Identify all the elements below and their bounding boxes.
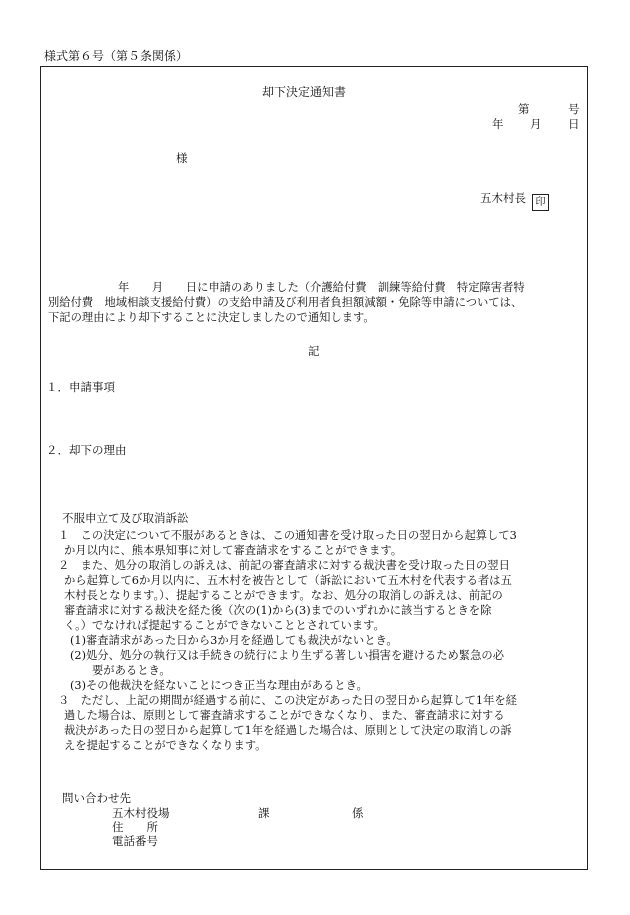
date-hi: 日 xyxy=(568,117,580,131)
appeal-item-3-line-3: 裁決があった日の翌日から起算して1年を経過した場合は、原則として決定の取消しの訴 xyxy=(64,724,512,737)
seal-mark: 印 xyxy=(532,194,549,211)
ki-marker: 記 xyxy=(308,344,320,358)
appeal-item-3-line-2: 過した場合は、原則として審査請求することができなくなり、また、審査請求に対する xyxy=(64,709,505,722)
appeal-item-3-line-1: ３ ただし、上記の期間が経過する前に、この決定があった日の翌日から起算して1年を経 xyxy=(58,694,517,707)
contact-phone-label: 電話番号 xyxy=(112,834,158,848)
section-application-items: １．申請事項 xyxy=(46,380,115,394)
appeal-item-1-line-1: １ この決定について不服があるときは、この通知書を受け取った日の翌日から起算して3 xyxy=(58,529,517,542)
contact-office: 五木村役場 xyxy=(112,806,170,820)
appeal-sub-3: (3)その他裁決を経ないことにつき正当な理由があるとき。 xyxy=(70,679,368,692)
doc-number-dai: 第 xyxy=(518,102,530,116)
date-nen: 年 xyxy=(492,117,504,131)
appeal-item-1-line-2: か月以内に、熊本県知事に対して審査請求をすることができます。 xyxy=(64,544,403,557)
form-number: 様式第６号（第５条関係） xyxy=(44,49,189,63)
contact-kakari: 係 xyxy=(352,806,364,820)
appeal-item-2-line-5: く。）でなければ提起することができないこととされています。 xyxy=(64,619,385,632)
body-text xyxy=(48,280,580,325)
contact-heading: 問い合わせ先 xyxy=(62,791,131,805)
appeal-item-2-line-2: から起算して6か月以内に、五木村を被告として（訴訟において五木村を代表する者は五 xyxy=(64,574,512,587)
appeal-item-2-line-4: 審査請求に対する裁決を経た後（次の(1)から(3)までのいずれかに該当するときを除 xyxy=(64,604,492,617)
section-rejection-reason: ２．却下の理由 xyxy=(46,443,127,457)
date-tsuki: 月 xyxy=(530,117,542,131)
issuer xyxy=(480,193,549,211)
document-title: 却下決定通知書 xyxy=(262,85,347,99)
contact-ka: 課 xyxy=(258,806,270,820)
appeal-item-3-line-4: えを提起することができなくなります。 xyxy=(64,739,267,752)
body-line-1: 年 月 日に申請のありました（介護給付費 訓練等給付費 特定障害者特 xyxy=(118,281,525,294)
doc-number-go: 号 xyxy=(568,102,580,116)
addressee-suffix: 様 xyxy=(176,151,188,165)
body-line-2: 別給付費 地域相談支援給付費）の支給申請及び利用者負担額減額・免除等申請については、 xyxy=(48,296,523,309)
appeal-item-2-line-3: 木村長となります。）、提起することができます。なお、処分の取消しの訴えは、前記の xyxy=(64,589,503,602)
appeal-text xyxy=(58,528,584,753)
appeal-heading: 不服申立て及び取消訴訟 xyxy=(62,511,189,525)
body-line-3: 下記の理由により却下することに決定しましたので通知します。 xyxy=(48,311,375,324)
appeal-sub-1: (1)審査請求があった日から3か月を経過しても裁決がないとき。 xyxy=(70,634,398,647)
issuer-name: 五木村長 xyxy=(480,191,526,205)
appeal-sub-2-line-1: (2)処分、処分の執行又は手続きの続行により生ずる著しい損害を避けるため緊急の必 xyxy=(70,649,504,662)
appeal-sub-2-line-2: 要があるとき。 xyxy=(92,664,171,677)
appeal-item-2-line-1: ２ また、処分の取消しの訴えは、前記の審査請求に対する裁決書を受け取った日の翌日 xyxy=(58,559,510,572)
contact-address-label: 住 所 xyxy=(112,820,158,834)
